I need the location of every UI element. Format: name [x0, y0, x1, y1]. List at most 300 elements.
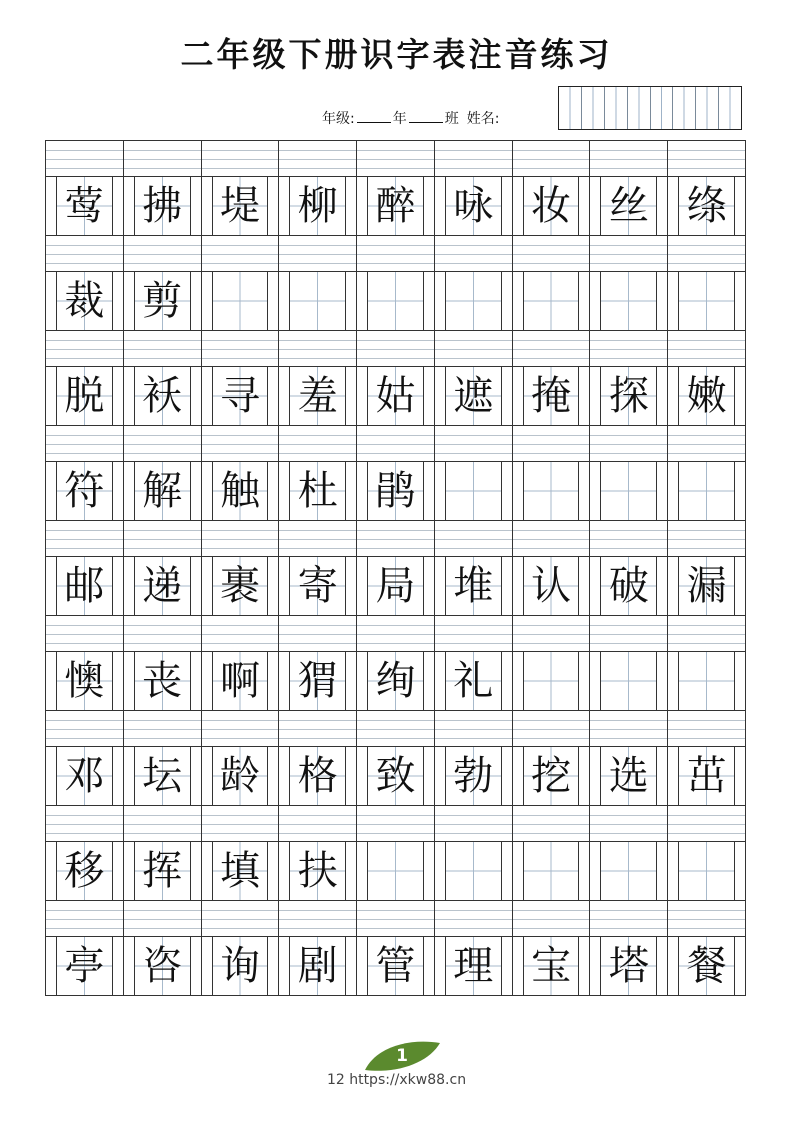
hanzi-box	[289, 937, 346, 995]
hanzi-box	[445, 177, 502, 235]
character-cell	[46, 901, 124, 995]
name-box-cell[interactable]	[651, 87, 674, 129]
hanzi-character: 莺	[64, 183, 105, 229]
hanzi-character: 咏	[453, 183, 494, 229]
hanzi-character: 邮	[64, 563, 105, 609]
pinyin-writing-box[interactable]	[357, 521, 434, 557]
character-cell	[124, 711, 202, 805]
hanzi-character: 递	[142, 563, 183, 609]
character-cell	[46, 331, 124, 425]
pinyin-writing-box[interactable]	[513, 616, 590, 652]
hanzi-box	[523, 557, 580, 615]
hanzi-box	[367, 842, 424, 900]
hanzi-box	[56, 652, 113, 710]
character-cell	[279, 806, 357, 900]
hanzi-box	[523, 462, 580, 520]
pinyin-writing-box[interactable]	[202, 711, 279, 747]
pinyin-writing-box[interactable]	[590, 141, 667, 177]
class-blank[interactable]	[409, 108, 443, 123]
character-cell	[435, 616, 513, 710]
pinyin-writing-box[interactable]	[202, 806, 279, 842]
character-cell	[513, 331, 591, 425]
character-cell	[668, 236, 745, 330]
character-cell	[202, 331, 280, 425]
pinyin-writing-box[interactable]	[668, 236, 745, 272]
hanzi-box	[678, 747, 735, 805]
hanzi-character: 鹃	[375, 468, 416, 514]
hanzi-box	[134, 462, 191, 520]
pinyin-writing-box[interactable]	[279, 806, 356, 842]
pinyin-writing-box[interactable]	[435, 711, 512, 747]
pinyin-writing-box[interactable]	[279, 141, 356, 177]
pinyin-writing-box[interactable]	[202, 426, 279, 462]
hanzi-character: 剪	[142, 278, 183, 324]
character-cell	[124, 141, 202, 235]
character-cell	[46, 236, 124, 330]
hanzi-character: 破	[608, 563, 649, 609]
hanzi-character: 茁	[686, 753, 727, 799]
character-cell	[668, 616, 745, 710]
pinyin-writing-box[interactable]	[202, 331, 279, 367]
character-cell	[513, 901, 591, 995]
pinyin-writing-box[interactable]	[46, 806, 123, 842]
pinyin-writing-box[interactable]	[668, 711, 745, 747]
name-box-cell[interactable]	[696, 87, 719, 129]
character-cell	[279, 141, 357, 235]
character-cell	[46, 711, 124, 805]
pinyin-writing-box[interactable]	[46, 616, 123, 652]
hanzi-character: 妆	[531, 183, 572, 229]
pinyin-writing-box[interactable]	[435, 806, 512, 842]
hanzi-box	[600, 652, 657, 710]
grade-blank[interactable]	[357, 108, 391, 123]
character-cell	[590, 521, 668, 615]
pinyin-writing-box[interactable]	[46, 901, 123, 937]
hanzi-box	[289, 272, 346, 330]
pinyin-writing-box[interactable]	[46, 331, 123, 367]
hanzi-box	[212, 557, 269, 615]
character-cell	[590, 901, 668, 995]
hanzi-box	[523, 842, 580, 900]
hanzi-character: 拂	[142, 183, 183, 229]
hanzi-character: 咨	[142, 943, 183, 989]
hanzi-box	[56, 842, 113, 900]
pinyin-writing-box[interactable]	[124, 901, 201, 937]
pinyin-writing-box[interactable]	[513, 236, 590, 272]
hanzi-box	[56, 747, 113, 805]
character-cell	[279, 521, 357, 615]
pinyin-writing-box[interactable]	[590, 236, 667, 272]
pinyin-writing-box[interactable]	[590, 331, 667, 367]
hanzi-box	[367, 367, 424, 425]
character-cell	[124, 901, 202, 995]
hanzi-box	[600, 842, 657, 900]
character-cell	[202, 711, 280, 805]
character-cell	[590, 236, 668, 330]
character-cell	[279, 236, 357, 330]
hanzi-box	[56, 557, 113, 615]
pinyin-writing-box[interactable]	[124, 521, 201, 557]
pinyin-writing-box[interactable]	[435, 901, 512, 937]
hanzi-box	[134, 557, 191, 615]
pinyin-writing-box[interactable]	[668, 426, 745, 462]
hanzi-box	[134, 367, 191, 425]
character-cell	[202, 426, 280, 520]
hanzi-box	[212, 652, 269, 710]
character-cell	[590, 426, 668, 520]
character-cell	[279, 426, 357, 520]
name-box-cell[interactable]	[673, 87, 696, 129]
hanzi-box	[523, 937, 580, 995]
pinyin-writing-box[interactable]	[668, 806, 745, 842]
pinyin-writing-box[interactable]	[202, 236, 279, 272]
hanzi-box	[367, 177, 424, 235]
hanzi-box	[212, 367, 269, 425]
character-cell	[46, 616, 124, 710]
character-cell	[357, 616, 435, 710]
hanzi-character: 醉	[375, 183, 416, 229]
hanzi-box	[134, 177, 191, 235]
hanzi-box	[289, 652, 346, 710]
character-cell	[435, 806, 513, 900]
hanzi-character: 扶	[297, 848, 338, 894]
hanzi-box	[678, 272, 735, 330]
character-cell	[46, 426, 124, 520]
pinyin-writing-box[interactable]	[590, 711, 667, 747]
hanzi-box	[523, 367, 580, 425]
pinyin-writing-box[interactable]	[590, 616, 667, 652]
pinyin-writing-box[interactable]	[279, 711, 356, 747]
hanzi-character: 格	[297, 753, 338, 799]
hanzi-box	[600, 937, 657, 995]
hanzi-box	[367, 747, 424, 805]
student-info-line	[322, 108, 499, 129]
pinyin-writing-box[interactable]	[435, 236, 512, 272]
character-cell	[590, 141, 668, 235]
hanzi-character: 选	[608, 753, 649, 799]
name-box-cell[interactable]	[628, 87, 651, 129]
pinyin-writing-box[interactable]	[124, 711, 201, 747]
hanzi-box	[212, 842, 269, 900]
character-cell	[357, 141, 435, 235]
hanzi-box	[445, 272, 502, 330]
pinyin-writing-box[interactable]	[279, 616, 356, 652]
pinyin-writing-box[interactable]	[590, 426, 667, 462]
pinyin-writing-box[interactable]	[357, 331, 434, 367]
pinyin-writing-box[interactable]	[357, 141, 434, 177]
pinyin-writing-box[interactable]	[513, 521, 590, 557]
pinyin-writing-box[interactable]	[279, 901, 356, 937]
hanzi-box	[445, 557, 502, 615]
hanzi-character: 符	[64, 468, 105, 514]
pinyin-writing-box[interactable]	[202, 901, 279, 937]
character-cell	[668, 141, 745, 235]
hanzi-box	[445, 747, 502, 805]
character-cell	[357, 331, 435, 425]
hanzi-box	[134, 937, 191, 995]
hanzi-box	[212, 177, 269, 235]
hanzi-box	[212, 272, 269, 330]
hanzi-box	[212, 747, 269, 805]
character-cell	[357, 426, 435, 520]
pinyin-writing-box[interactable]	[124, 806, 201, 842]
hanzi-character: 寄	[297, 563, 338, 609]
pinyin-writing-box[interactable]	[357, 236, 434, 272]
pinyin-writing-box[interactable]	[513, 141, 590, 177]
name-box-cell[interactable]	[719, 87, 741, 129]
pinyin-writing-box[interactable]	[668, 141, 745, 177]
character-cell	[513, 616, 591, 710]
pinyin-writing-box[interactable]	[668, 331, 745, 367]
pinyin-writing-box[interactable]	[124, 236, 201, 272]
hanzi-box	[600, 367, 657, 425]
pinyin-writing-box[interactable]	[202, 521, 279, 557]
pinyin-writing-box[interactable]	[513, 331, 590, 367]
character-cell	[202, 901, 280, 995]
hanzi-character: 宝	[531, 943, 572, 989]
pinyin-writing-box[interactable]	[590, 901, 667, 937]
character-cell	[46, 521, 124, 615]
year-suffix: 年	[392, 111, 407, 127]
hanzi-box	[212, 462, 269, 520]
hanzi-character: 寻	[219, 373, 260, 419]
pinyin-writing-box[interactable]	[124, 616, 201, 652]
pinyin-writing-box[interactable]	[46, 711, 123, 747]
footer-url: 12 https://xkw88.cn	[326, 1072, 467, 1088]
hanzi-box	[289, 747, 346, 805]
pinyin-writing-box[interactable]	[279, 426, 356, 462]
pinyin-writing-box[interactable]	[46, 236, 123, 272]
grid-row	[46, 521, 745, 616]
hanzi-box	[134, 272, 191, 330]
pinyin-writing-box[interactable]	[357, 426, 434, 462]
character-cell	[357, 901, 435, 995]
character-cell	[435, 711, 513, 805]
pinyin-writing-box[interactable]	[202, 141, 279, 177]
page-title: 二年级下册识字表注音练习	[180, 35, 613, 74]
hanzi-character: 绚	[375, 658, 416, 704]
hanzi-character: 局	[375, 563, 416, 609]
hanzi-box	[56, 177, 113, 235]
hanzi-character: 掩	[531, 373, 572, 419]
hanzi-box	[600, 272, 657, 330]
character-cell	[513, 521, 591, 615]
character-cell	[668, 426, 745, 520]
hanzi-character: 脱	[64, 373, 105, 419]
character-cell	[590, 711, 668, 805]
hanzi-character: 懊	[64, 658, 105, 704]
hanzi-character: 羞	[297, 373, 338, 419]
pinyin-writing-box[interactable]	[590, 806, 667, 842]
pinyin-writing-box[interactable]	[435, 331, 512, 367]
hanzi-character: 坛	[142, 753, 183, 799]
character-cell	[668, 806, 745, 900]
hanzi-character: 致	[375, 753, 416, 799]
hanzi-character: 塔	[608, 943, 649, 989]
hanzi-character: 龄	[219, 753, 260, 799]
hanzi-character: 丝	[608, 183, 649, 229]
hanzi-box	[678, 177, 735, 235]
pinyin-writing-box[interactable]	[357, 901, 434, 937]
pinyin-writing-box[interactable]	[124, 141, 201, 177]
hanzi-character: 绦	[686, 183, 727, 229]
pinyin-writing-box[interactable]	[668, 901, 745, 937]
hanzi-character: 啊	[219, 658, 260, 704]
hanzi-box	[134, 842, 191, 900]
name-box-cell[interactable]	[559, 87, 582, 129]
pinyin-writing-box[interactable]	[357, 616, 434, 652]
hanzi-box	[600, 557, 657, 615]
character-cell	[590, 806, 668, 900]
hanzi-character: 认	[531, 563, 572, 609]
hanzi-box	[523, 177, 580, 235]
page-number: 1	[396, 1046, 408, 1066]
name-label: 姓名:	[466, 111, 500, 127]
pinyin-writing-box[interactable]	[46, 141, 123, 177]
pinyin-writing-box[interactable]	[590, 521, 667, 557]
character-cell	[513, 426, 591, 520]
hanzi-box	[289, 557, 346, 615]
pinyin-writing-box[interactable]	[513, 711, 590, 747]
pinyin-writing-box[interactable]	[202, 616, 279, 652]
grid-row	[46, 901, 745, 996]
pinyin-writing-box[interactable]	[357, 711, 434, 747]
character-cell	[279, 616, 357, 710]
hanzi-box	[600, 177, 657, 235]
hanzi-box	[445, 842, 502, 900]
character-cell	[668, 331, 745, 425]
hanzi-box	[600, 747, 657, 805]
character-cell	[590, 616, 668, 710]
hanzi-character: 猬	[297, 658, 338, 704]
pinyin-writing-box[interactable]	[124, 331, 201, 367]
hanzi-character: 姑	[375, 373, 416, 419]
pinyin-writing-box[interactable]	[435, 141, 512, 177]
character-cell	[513, 806, 591, 900]
character-cell	[124, 236, 202, 330]
character-cell	[668, 711, 745, 805]
hanzi-box	[289, 177, 346, 235]
pinyin-writing-box[interactable]	[668, 521, 745, 557]
grid-row	[46, 711, 745, 806]
character-cell	[513, 141, 591, 235]
practice-grid	[45, 140, 746, 996]
character-cell	[124, 521, 202, 615]
hanzi-box	[367, 652, 424, 710]
hanzi-box	[523, 652, 580, 710]
hanzi-box	[56, 462, 113, 520]
hanzi-character: 袄	[142, 373, 183, 419]
hanzi-character: 柳	[297, 183, 338, 229]
character-cell	[279, 711, 357, 805]
hanzi-character: 挥	[142, 848, 183, 894]
grade-label: 年级:	[322, 111, 355, 127]
hanzi-box	[678, 652, 735, 710]
pinyin-writing-box[interactable]	[435, 426, 512, 462]
hanzi-box	[289, 462, 346, 520]
hanzi-box	[523, 747, 580, 805]
hanzi-character: 勃	[453, 753, 494, 799]
hanzi-box	[367, 272, 424, 330]
hanzi-character: 触	[219, 468, 260, 514]
character-cell	[202, 521, 280, 615]
character-cell	[357, 806, 435, 900]
character-cell	[124, 806, 202, 900]
character-cell	[46, 806, 124, 900]
hanzi-character: 餐	[686, 943, 727, 989]
character-cell	[124, 616, 202, 710]
character-cell	[513, 236, 591, 330]
pinyin-writing-box[interactable]	[46, 426, 123, 462]
pinyin-writing-box[interactable]	[279, 236, 356, 272]
character-cell	[435, 141, 513, 235]
hanzi-box	[367, 462, 424, 520]
character-cell	[668, 521, 745, 615]
name-writing-box[interactable]	[558, 86, 742, 130]
character-cell	[202, 616, 280, 710]
pinyin-writing-box[interactable]	[357, 806, 434, 842]
hanzi-box	[56, 937, 113, 995]
hanzi-box	[445, 367, 502, 425]
hanzi-character: 探	[608, 373, 649, 419]
hanzi-character: 解	[142, 468, 183, 514]
pinyin-writing-box[interactable]	[513, 426, 590, 462]
pinyin-writing-box[interactable]	[513, 901, 590, 937]
hanzi-box	[678, 842, 735, 900]
character-cell	[279, 331, 357, 425]
hanzi-box	[289, 842, 346, 900]
name-box-cell[interactable]	[605, 87, 628, 129]
grid-row	[46, 616, 745, 711]
name-box-cell[interactable]	[582, 87, 605, 129]
hanzi-character: 嫩	[686, 373, 727, 419]
hanzi-box	[678, 367, 735, 425]
character-cell	[435, 331, 513, 425]
character-cell	[202, 236, 280, 330]
character-cell	[668, 901, 745, 995]
character-cell	[357, 711, 435, 805]
hanzi-character: 堤	[219, 183, 260, 229]
hanzi-box	[56, 272, 113, 330]
hanzi-character: 移	[64, 848, 105, 894]
hanzi-character: 丧	[142, 658, 183, 704]
hanzi-box	[678, 462, 735, 520]
hanzi-box	[134, 747, 191, 805]
hanzi-character: 邓	[64, 753, 105, 799]
pinyin-writing-box[interactable]	[668, 616, 745, 652]
character-cell	[124, 426, 202, 520]
hanzi-box	[56, 367, 113, 425]
character-cell	[279, 901, 357, 995]
hanzi-character: 杜	[297, 468, 338, 514]
hanzi-character: 礼	[453, 658, 494, 704]
pinyin-writing-box[interactable]	[435, 521, 512, 557]
pinyin-writing-box[interactable]	[46, 521, 123, 557]
pinyin-writing-box[interactable]	[124, 426, 201, 462]
hanzi-character: 挖	[531, 753, 572, 799]
hanzi-character: 堆	[453, 563, 494, 609]
pinyin-writing-box[interactable]	[513, 806, 590, 842]
hanzi-character: 剧	[297, 943, 338, 989]
pinyin-writing-box[interactable]	[279, 331, 356, 367]
character-cell	[435, 901, 513, 995]
character-cell	[357, 236, 435, 330]
character-cell	[202, 806, 280, 900]
pinyin-writing-box[interactable]	[435, 616, 512, 652]
hanzi-character: 管	[375, 943, 416, 989]
hanzi-box	[600, 462, 657, 520]
pinyin-writing-box[interactable]	[279, 521, 356, 557]
